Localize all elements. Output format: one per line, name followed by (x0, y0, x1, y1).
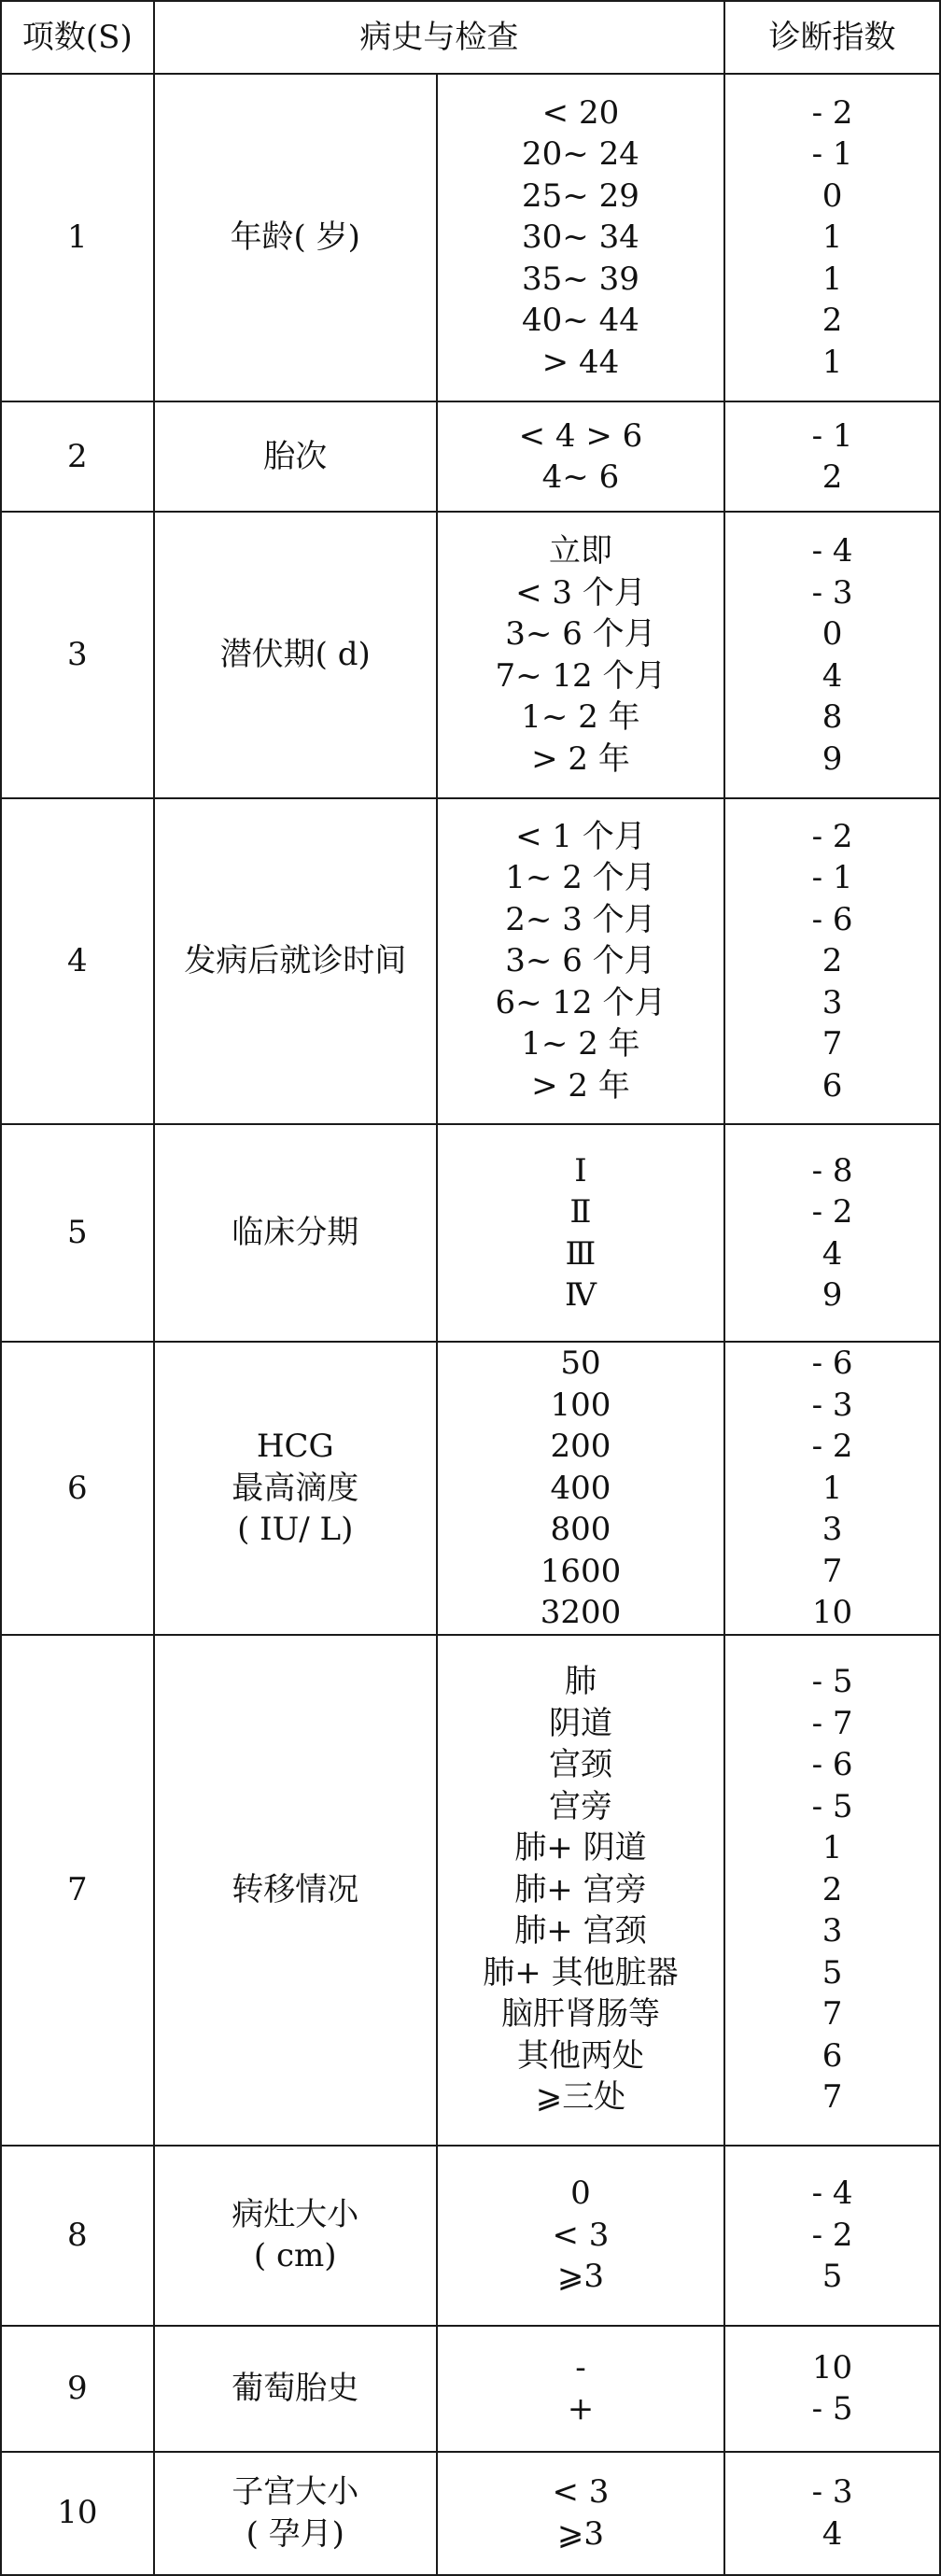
diagnostic-index-line: - 3 (811, 2473, 853, 2511)
diagnostic-index-line: 1 (822, 1829, 843, 1867)
table-header-row (1, 1, 940, 74)
exam-values-line: Ⅳ (564, 1276, 597, 1314)
exam-values-line: 25~ 29 (522, 176, 639, 215)
exam-values-cell (437, 2146, 724, 2326)
exam-values-line: Ⅰ (574, 1151, 587, 1189)
exam-values-line: 1600 (540, 1552, 622, 1590)
history-item-line: ( 孕月) (246, 2514, 344, 2553)
history-item-line: 葡萄胎史 (232, 2369, 359, 2407)
diagnostic-index-cell (724, 401, 940, 512)
exam-values-line: Ⅲ (565, 1234, 597, 1273)
exam-values-line: 3~ 6 个月 (505, 942, 656, 980)
diagnostic-index-line: 9 (822, 739, 843, 778)
item-number-cell: 9 (1, 2326, 154, 2452)
exam-values-line: 35~ 39 (522, 260, 639, 298)
diagnostic-index-line: 10 (811, 1594, 853, 1631)
item-number-cell: 2 (1, 401, 154, 512)
diagnostic-index-line: - 4 (811, 2175, 853, 2213)
item-number-cell: 7 (1, 1635, 154, 2146)
diagnostic-index-line: - 1 (811, 859, 853, 897)
history-item-cell (154, 74, 437, 401)
exam-values-line: < 1 个月 (515, 817, 646, 855)
exam-values-line: > 2 年 (531, 739, 630, 778)
history-item-cell (154, 1124, 437, 1342)
exam-values-line: < 3 个月 (515, 573, 646, 612)
diagnostic-index-line: 3 (822, 1511, 843, 1548)
exam-values-line: 脑肝肾肠等 (500, 1995, 660, 2034)
history-item-line: 临床分期 (232, 1214, 359, 1252)
diagnostic-index-line: - 3 (811, 1386, 853, 1424)
exam-values-cell (437, 1124, 724, 1342)
diagnostic-index-line: 2 (822, 302, 843, 340)
diagnostic-index-line: 7 (822, 2078, 843, 2117)
item-number-cell: 1 (1, 74, 154, 401)
diagnostic-index-line: - 2 (811, 93, 853, 132)
exam-values-line: < 20 (541, 93, 620, 132)
diagnostic-index-line: 0 (822, 615, 843, 653)
diagnostic-index-line: 1 (822, 343, 843, 381)
exam-values-line: + (567, 2390, 595, 2428)
history-item-line: 胎次 (263, 437, 328, 475)
exam-values-line: 50 (560, 1344, 601, 1382)
diagnostic-index-line: - 3 (811, 573, 853, 612)
exam-values-line: 其他两处 (516, 2036, 644, 2075)
history-item-cell (154, 512, 437, 798)
exam-values-line: < 3 (552, 2216, 610, 2254)
diagnostic-index-line: - 6 (811, 900, 853, 938)
diagnostic-index-line: 8 (822, 698, 843, 736)
item-number-cell: 4 (1, 798, 154, 1124)
exam-values-line: > 44 (541, 343, 620, 381)
history-item-line: 潜伏期( d) (219, 636, 371, 674)
history-item-cell (154, 1342, 437, 1635)
exam-values-line: 40~ 44 (522, 302, 639, 340)
table-row (1, 798, 940, 1124)
exam-values-line: 0 (570, 2175, 591, 2213)
diagnostic-index-cell (724, 512, 940, 798)
diagnostic-index-line: 2 (822, 942, 843, 980)
history-item-line: 最高滴度 (232, 1469, 359, 1507)
history-item-line: ( cm) (253, 2237, 337, 2274)
diagnostic-index-line: 9 (822, 1276, 843, 1314)
history-item-cell (154, 2146, 437, 2326)
exam-values-line: 肺+ 阴道 (514, 1829, 647, 1867)
diagnostic-index-line: 1 (822, 1469, 843, 1507)
exam-values-line: 2~ 3 个月 (505, 900, 656, 938)
exam-values-line: < 4 > 6 (518, 416, 643, 455)
diagnostic-index-line: - 2 (811, 1428, 853, 1465)
diagnostic-index-line: - 6 (811, 1746, 853, 1784)
table-row (1, 512, 940, 798)
exam-values-cell (437, 2326, 724, 2452)
exam-values-line: 30~ 34 (522, 218, 639, 257)
history-item-cell (154, 2452, 437, 2575)
exam-values-line: 6~ 12 个月 (495, 983, 667, 1021)
exam-values-line: 宫旁 (548, 1787, 612, 1825)
exam-values-cell (437, 2452, 724, 2575)
diagnostic-index-line: 0 (822, 176, 843, 215)
history-item-cell (154, 401, 437, 512)
exam-values-line: > 2 年 (531, 1066, 630, 1105)
history-item-line: 年龄( 岁) (230, 218, 360, 257)
item-number-cell: 6 (1, 1342, 154, 1635)
diagnostic-index-line: 4 (822, 2514, 843, 2553)
exam-values-line: 3~ 6 个月 (505, 615, 656, 653)
header-item-number: 项数(S) (1, 1, 154, 74)
diagnostic-index-line: 6 (822, 2036, 843, 2075)
exam-values-line: 200 (550, 1428, 611, 1465)
diagnostic-index-line: 4 (822, 656, 843, 695)
exam-values-line: 1~ 2 个月 (505, 859, 656, 897)
table-body (1, 74, 940, 2575)
table-row (1, 1124, 940, 1342)
exam-values-line: ⩾三处 (535, 2078, 626, 2117)
exam-values-cell (437, 74, 724, 401)
exam-values-line: 宫颈 (548, 1746, 612, 1784)
diagnostic-index-line: - 1 (811, 135, 853, 174)
diagnostic-index-line: 7 (822, 1552, 843, 1590)
diagnostic-index-line: 3 (822, 1912, 843, 1950)
exam-values-line: 1~ 2 年 (521, 698, 640, 736)
exam-values-cell (437, 798, 724, 1124)
diagnostic-index-line: - 6 (811, 1344, 853, 1382)
exam-values-line: 800 (550, 1511, 611, 1548)
diagnostic-index-line: 2 (822, 1870, 843, 1908)
exam-values-line: ⩾3 (556, 2514, 605, 2553)
diagnostic-index-cell (724, 2146, 940, 2326)
exam-values-line: 肺+ 宫旁 (514, 1870, 647, 1908)
diagnostic-index-cell (724, 2326, 940, 2452)
diagnostic-index-line: 3 (822, 983, 843, 1021)
history-item-line: ( IU/ L) (237, 1511, 354, 1548)
diagnostic-index-line: - 8 (811, 1151, 853, 1189)
exam-values-cell (437, 1635, 724, 2146)
diagnostic-index-line: - 2 (811, 1193, 853, 1231)
exam-values-line: Ⅱ (569, 1193, 592, 1231)
history-item-line: 病灶大小 (232, 2195, 359, 2233)
history-item-line: HCG (256, 1428, 334, 1465)
exam-values-line: < 3 (552, 2473, 610, 2511)
exam-values-line: 4~ 6 (541, 458, 620, 496)
exam-values-line: ⩾3 (556, 2258, 605, 2296)
diagnostic-index-cell (724, 2452, 940, 2575)
diagnostic-index-line: 2 (822, 458, 843, 496)
item-number-cell: 3 (1, 512, 154, 798)
exam-values-line: 肺+ 其他脏器 (483, 1953, 679, 1992)
diagnostic-index-line: 6 (822, 1066, 843, 1105)
history-item-cell (154, 798, 437, 1124)
item-number-cell: 8 (1, 2146, 154, 2326)
exam-values-line: 100 (550, 1386, 611, 1424)
diagnostic-index-line: - 2 (811, 817, 853, 855)
header-diagnostic-index: 诊断指数 (724, 1, 940, 74)
table-row (1, 2326, 940, 2452)
diagnostic-index-cell (724, 798, 940, 1124)
table-row (1, 401, 940, 512)
diagnostic-index-line: 7 (822, 1025, 843, 1063)
exam-values-line: 立即 (548, 532, 612, 570)
history-item-line: 子宫大小 (232, 2473, 359, 2511)
exam-values-line: 肺+ 宫颈 (514, 1912, 647, 1950)
diagnostic-index-line: - 5 (811, 1663, 853, 1701)
diagnostic-index-line: 5 (822, 2258, 843, 2296)
history-item-cell (154, 1635, 437, 2146)
table-row (1, 1635, 940, 2146)
exam-values-line: 1~ 2 年 (521, 1025, 640, 1063)
table-row (1, 2452, 940, 2575)
diagnostic-index-line: 1 (822, 218, 843, 257)
exam-values-line: 肺 (564, 1663, 597, 1701)
diagnostic-index-cell (724, 1342, 940, 1635)
exam-values-line: 3200 (540, 1594, 622, 1631)
item-number-cell: 10 (1, 2452, 154, 2575)
exam-values-cell (437, 512, 724, 798)
diagnostic-index-line: - 5 (811, 1787, 853, 1825)
exam-values-line: - (575, 2348, 586, 2386)
history-item-line: 转移情况 (232, 1870, 359, 1908)
exam-values-cell (437, 1342, 724, 1635)
exam-values-cell (437, 401, 724, 512)
table-row (1, 2146, 940, 2326)
diagnostic-index-line: - 2 (811, 2216, 853, 2254)
exam-values-line: 7~ 12 个月 (495, 656, 667, 695)
diagnostic-index-cell (724, 1124, 940, 1342)
header-history-exam: 病史与检查 (154, 1, 724, 74)
diagnostic-index-line: 7 (822, 1995, 843, 2034)
table-row (1, 74, 940, 401)
item-number-cell: 5 (1, 1124, 154, 1342)
diagnostic-index-cell (724, 74, 940, 401)
diagnostic-index-line: - 1 (811, 416, 853, 455)
diagnostic-index-line: 5 (822, 1953, 843, 1992)
table-row (1, 1342, 940, 1635)
exam-values-line: 阴道 (548, 1704, 612, 1742)
diagnostic-index-line: - 5 (811, 2390, 853, 2428)
diagnostic-index-line: 1 (822, 260, 843, 298)
diagnostic-index-line: - 4 (811, 532, 853, 570)
diagnostic-index-line: 4 (822, 1234, 843, 1273)
diagnostic-index-line: 10 (811, 2348, 853, 2386)
history-item-line: 发病后就诊时间 (184, 942, 407, 980)
diagnostic-index-line: - 7 (811, 1704, 853, 1742)
history-item-cell (154, 2326, 437, 2452)
exam-values-line: 400 (550, 1469, 611, 1507)
diagnostic-index-cell (724, 1635, 940, 2146)
exam-values-line: 20~ 24 (522, 135, 639, 174)
